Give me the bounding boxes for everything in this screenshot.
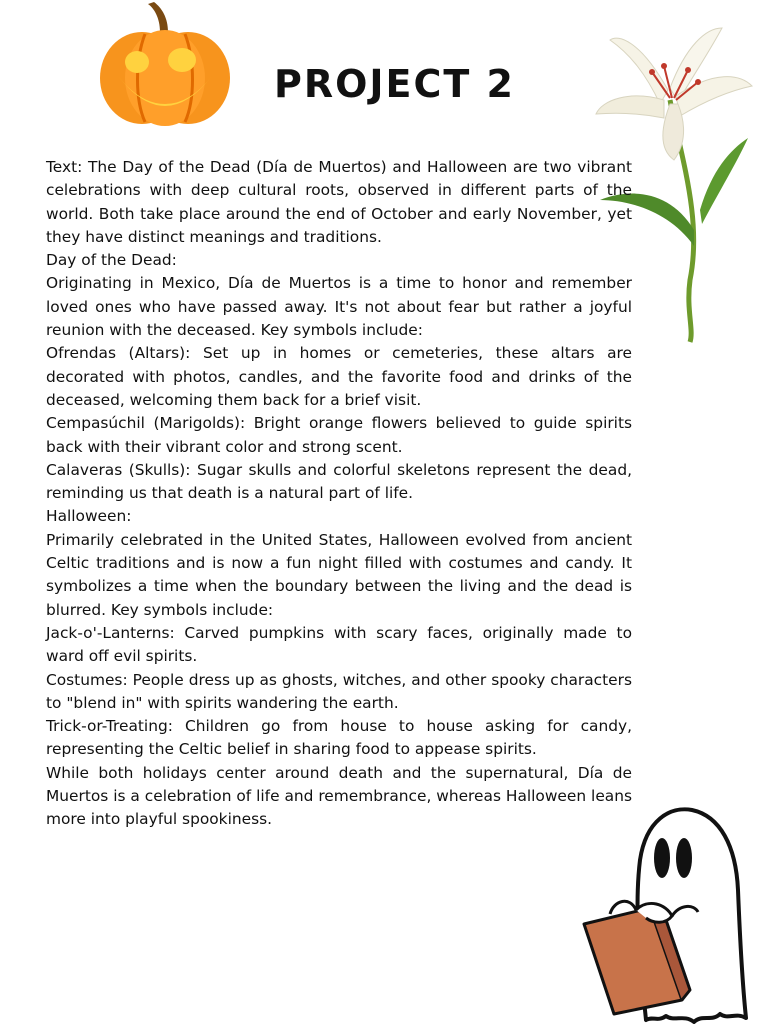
page-title: PROJECT 2 <box>274 62 515 106</box>
closing-paragraph: While both holidays center around death and the supernatural, Día de Muertos is a celebration of life and remembrance, whereas Halloween leans more into playful spookiness. <box>46 763 632 829</box>
body-text <box>46 156 632 832</box>
paragraph: Cempasúchil (Marigolds): Bright orange flowers believed to guide spirits back with their vibrant color and strong scent. <box>46 414 632 456</box>
jack-o-lantern-icon <box>90 0 240 130</box>
paragraph: Primarily celebrated in the United States, Halloween evolved from ancient Celtic traditions and is now a fun night filled with costumes and candy. It symbolizes a time when the boundary between the living and the dead is blurred. Key symbols include: <box>46 530 632 619</box>
paragraph: Jack-o'-Lanterns: Carved pumpkins with scary faces, originally made to ward off evil spirits. <box>46 623 632 666</box>
paragraph: Ofrendas (Altars): Set up in homes or cemeteries, these altars are decorated with photos, candles, and the favorite food and drinks of the deceased, welcoming them back for a brief visit. <box>46 344 632 409</box>
intro-paragraph: Text: The Day of the Dead (Día de Muertos) and Halloween are two vibrant celebrations with deep cultural roots, observed in different parts of the world. Both take place around the end of October and early November, yet they have distinct meanings and traditions. <box>46 158 632 246</box>
section-heading-day-of-the-dead: Day of the Dead: <box>46 251 177 270</box>
paragraph: Originating in Mexico, Día de Muertos is a time to honor and remember loved ones who have passed away. It's not about fear but rather a joyful reunion with the deceased. Key symbols include: <box>46 274 632 340</box>
section-heading-halloween: Halloween: <box>46 507 132 526</box>
paragraph: Costumes: People dress up as ghosts, witches, and other spooky characters to "blend in" with spirits wandering the earth. <box>46 670 632 712</box>
ghost-with-bag-icon <box>570 800 760 1024</box>
paragraph: Trick-or-Treating: Children go from house to house asking for candy, representing the Celtic belief in sharing food to appease spirits. <box>46 717 632 759</box>
paragraph: Calaveras (Skulls): Sugar skulls and colorful skeletons represent the dead, reminding us that death is a natural part of life. <box>46 460 632 503</box>
